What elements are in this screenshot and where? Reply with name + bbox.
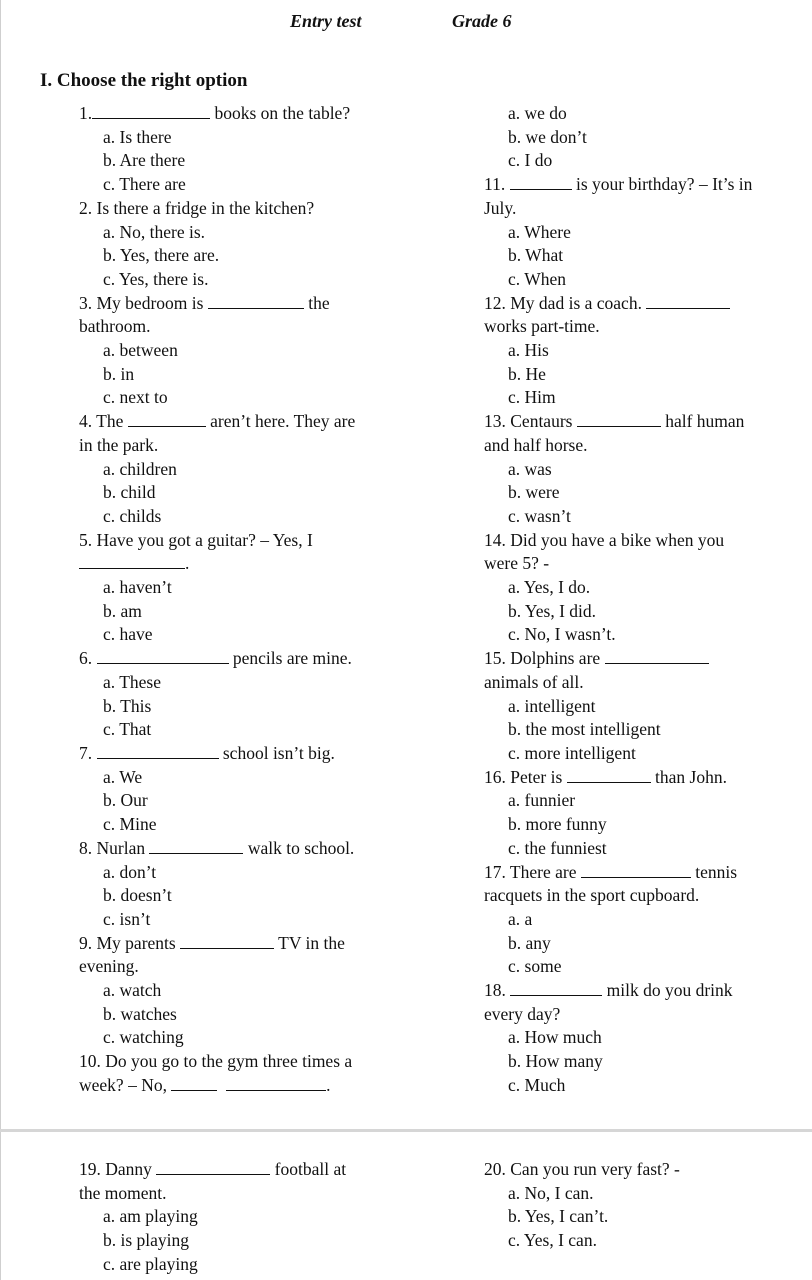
option-b[interactable]: b. the most intelligent (508, 719, 661, 740)
option-b[interactable]: b. Yes, I did. (508, 600, 597, 621)
option-c[interactable]: c. Mine (103, 814, 157, 835)
option-c[interactable]: c. No, I wasn’t. (508, 624, 616, 645)
option-a[interactable]: a. watch (103, 980, 162, 1001)
answer-blank[interactable] (567, 767, 651, 783)
question-2: 2. Is there a fridge in the kitchen? a. No, there is. b. Yes, there are. c. Yes, there is. (79, 197, 384, 292)
option-a[interactable]: a. These (103, 671, 161, 692)
answer-blank[interactable] (128, 411, 206, 427)
option-a[interactable]: a. intelligent (508, 695, 596, 716)
grade-label: Grade 6 (452, 11, 512, 31)
option-b[interactable]: b. watches (103, 1003, 177, 1024)
option-a[interactable]: a. children (103, 458, 177, 479)
option-c[interactable]: c. some (508, 956, 562, 977)
right-column-2 (484, 1158, 784, 1253)
option-b[interactable]: b. doesn’t (103, 885, 172, 906)
question-5: 5. Have you got a guitar? – Yes, I . a. haven’t b. am c. have (79, 529, 384, 648)
right-column (484, 102, 784, 1098)
option-c[interactable]: c. There are (103, 174, 186, 195)
question-10-options (484, 102, 784, 173)
question-18: 18. milk do you drink every day? a. How much b. How many c. Much (484, 979, 784, 1098)
option-a[interactable]: a. funnier (508, 790, 576, 811)
section-title: I. Choose the right option (40, 70, 248, 91)
option-a[interactable]: a. am playing (103, 1206, 198, 1227)
question-16: 16. Peter is than John. a. funnier b. more funny c. the funniest (484, 766, 784, 861)
option-a[interactable]: a. a (508, 908, 533, 929)
option-b[interactable]: b. He (508, 363, 546, 384)
question-17: 17. There are tennis racquets in the sport cupboard. a. a b. any c. some (484, 861, 784, 980)
option-c[interactable]: c. next to (103, 387, 168, 408)
left-column (79, 102, 384, 1098)
question-7: 7. school isn’t big. a. We b. Our c. Mine (79, 742, 384, 837)
answer-blank[interactable] (79, 553, 185, 569)
option-b[interactable]: b. any (508, 932, 551, 953)
option-c[interactable]: c. Yes, I can. (508, 1230, 597, 1251)
option-b[interactable]: b. This (103, 695, 152, 716)
question-19: 19. Danny football at the moment. a. am playing b. is playing c. are playing (79, 1158, 384, 1277)
question-6: 6. pencils are mine. a. These b. This c. That (79, 647, 384, 742)
page-edge (0, 0, 1, 1280)
page-break-divider (0, 1129, 812, 1132)
option-a[interactable]: a. His (508, 340, 549, 361)
option-c[interactable]: c. watching (103, 1027, 184, 1048)
option-a[interactable]: a. Is there (103, 126, 172, 147)
option-b[interactable]: b. were (508, 482, 560, 503)
option-b[interactable]: b. we don’t (508, 126, 587, 147)
option-c[interactable]: c. Yes, there is. (103, 268, 209, 289)
option-a[interactable]: a. No, there is. (103, 221, 206, 242)
option-c[interactable]: c. Much (508, 1074, 566, 1095)
option-c[interactable]: c. I do (508, 150, 553, 171)
question-11: 11. is your birthday? – It’s in July. a. Where b. What c. When (484, 173, 784, 292)
option-a[interactable]: a. we do (508, 103, 567, 123)
question-8: 8. Nurlan walk to school. a. don’t b. doesn’t c. isn’t (79, 837, 384, 932)
answer-blank[interactable] (208, 293, 304, 309)
option-a[interactable]: a. How much (508, 1027, 602, 1048)
option-c[interactable]: c. wasn’t (508, 505, 571, 526)
answer-blank[interactable] (581, 862, 691, 878)
question-9: 9. My parents TV in the evening. a. watch b. watches c. watching (79, 932, 384, 1051)
answer-blank[interactable] (577, 411, 661, 427)
option-c[interactable]: c. the funniest (508, 837, 607, 858)
option-a[interactable]: a. No, I can. (508, 1182, 594, 1203)
option-c[interactable]: c. childs (103, 505, 162, 526)
option-b[interactable]: b. What (508, 245, 564, 266)
question-1: 1. books on the table? a. Is there b. Are there c. There are (79, 102, 384, 197)
question-10: 10. Do you go to the gym three times a week? – No, . (79, 1051, 353, 1095)
option-b[interactable]: b. is playing (103, 1230, 190, 1251)
option-b[interactable]: b. Are there (103, 150, 186, 171)
option-c[interactable]: c. When (508, 268, 566, 289)
answer-blank[interactable] (97, 648, 229, 664)
question-20: 20. Can you run very fast? - a. No, I can. b. Yes, I can’t. c. Yes, I can. (484, 1158, 784, 1253)
answer-blank[interactable] (510, 980, 602, 996)
option-b[interactable]: b. How many (508, 1051, 603, 1072)
question-4: 4. The aren’t here. They are in the park. a. children b. child c. childs (79, 410, 384, 529)
question-15: 15. Dolphins are animals of all. a. intelligent b. the most intelligent c. more intelligent (484, 647, 784, 766)
option-b[interactable]: b. Yes, I can’t. (508, 1206, 609, 1227)
option-a[interactable]: a. We (103, 766, 143, 787)
option-a[interactable]: a. Where (508, 221, 571, 242)
question-13: 13. Centaurs half human and half horse. a. was b. were c. wasn’t (484, 410, 784, 529)
option-b[interactable]: b. child (103, 482, 156, 503)
option-b[interactable]: b. in (103, 363, 135, 384)
answer-blank[interactable] (156, 1159, 270, 1175)
option-a[interactable]: a. was (508, 458, 552, 479)
answer-blank[interactable] (226, 1075, 326, 1091)
option-c[interactable]: c. more intelligent (508, 742, 636, 763)
test-title: Entry test (290, 11, 362, 31)
option-b[interactable]: b. am (103, 600, 142, 621)
option-c[interactable]: c. isn’t (103, 908, 151, 929)
option-a[interactable]: a. haven’t (103, 577, 172, 598)
option-c[interactable]: c. have (103, 624, 153, 645)
answer-blank[interactable] (92, 103, 210, 119)
option-b[interactable]: b. Our (103, 790, 148, 811)
answer-blank[interactable] (149, 838, 243, 854)
answer-blank[interactable] (180, 933, 274, 949)
option-a[interactable]: a. between (103, 340, 178, 361)
answer-blank[interactable] (97, 743, 219, 759)
question-12: 12. My dad is a coach. works part-time. a. His b. He c. Him (484, 292, 784, 411)
option-b[interactable]: b. more funny (508, 814, 607, 835)
option-b[interactable]: b. Yes, there are. (103, 245, 220, 266)
option-c[interactable]: c. Him (508, 387, 556, 408)
question-14: 14. Did you have a bike when you were 5? - a. Yes, I do. b. Yes, I did. c. No, I wasn’t. (484, 529, 784, 648)
option-c[interactable]: c. are playing (103, 1253, 198, 1274)
option-a[interactable]: a. Yes, I do. (508, 577, 591, 598)
option-a[interactable]: a. don’t (103, 861, 157, 882)
option-c[interactable]: c. That (103, 719, 152, 740)
answer-blank[interactable] (510, 174, 572, 190)
answer-blank[interactable] (171, 1075, 217, 1091)
answer-blank[interactable] (605, 648, 709, 664)
answer-blank[interactable] (646, 293, 730, 309)
question-3: 3. My bedroom is the bathroom. a. between b. in c. next to (79, 292, 384, 411)
left-column-2 (79, 1158, 384, 1277)
